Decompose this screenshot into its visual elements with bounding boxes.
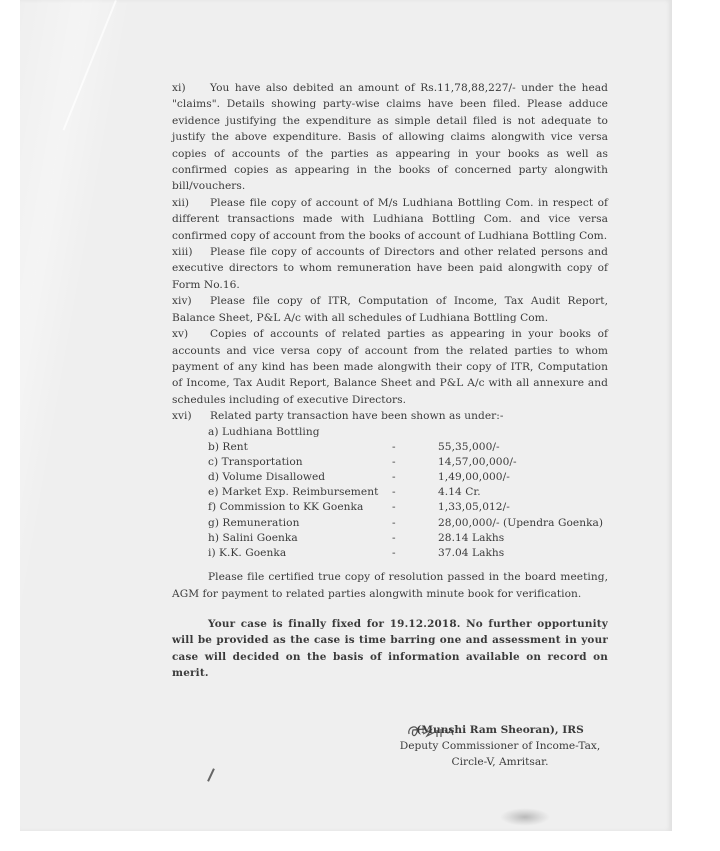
list-item: h) Salini Goenka - 28.14 Lakhs (208, 531, 505, 544)
paragraph-xvi: xvi) Related party transaction have been shown as under:- (172, 410, 504, 423)
ink-smudge (500, 808, 550, 826)
paper-fold-line (63, 0, 117, 131)
signature-block (380, 722, 620, 770)
list-item: a) Ludhiana Bottling (208, 425, 320, 438)
list-item: b) Rent - 55,35,000/- (208, 440, 500, 453)
signatory-designation: Deputy Commissioner of Income-Tax, (399, 740, 601, 752)
document-body (172, 80, 608, 682)
list-item: i) K.K. Goenka - 37.04 Lakhs (208, 547, 505, 560)
list-item: c) Transportation - 14,57,00,000/- (208, 455, 517, 468)
paragraph-xv: xv) Copies of accounts of related parties as appearing in your books of accounts and vice versa copy of account from the related parties to whom payment of any kind has been made alongwith their copy of ITR, Computation of Income, Tax Audit Report, Balance Sheet and P&L A/c with all annexure and schedules including of executive Directors. (172, 328, 608, 406)
paragraph-xii: xii) Please file copy of account of M/s Ludhiana Bottling Com. in respect of different transactions made with Ludhiana Bottling Com. and vice versa confirmed copy of account from the books of account of Ludhiana Bottling Com. (172, 196, 608, 242)
list-item: d) Volume Disallowed - 1,49,00,000/- (208, 471, 510, 484)
paragraph-xiii: xiii) Please file copy of accounts of Directors and other related persons and executive directors to whom remuneration have been paid alongwith copy of Form No.16. (172, 246, 608, 291)
list-item: g) Remuneration - 28,00,000/- (Upendra Goenka) (208, 516, 604, 529)
signatory-office: Circle-V, Amritsar. (451, 756, 549, 768)
paragraph-xiv: xiv) Please file copy of ITR, Computation of Income, Tax Audit Report, Balance Sheet, P&L A/c with all schedules of Ludhiana Bottling Com. (172, 295, 608, 324)
paragraph-xi: xi) You have also debited an amount of Rs.11,78,88,227/- under the head "claims". Details showing party-wise claims have been filed. Please adduce evidence justifying the expenditure as simple detail filed is not adequate to justify the above expenditure. Basis of allowing claims alongwith vice versa copies of accounts of the parties as appearing in your books as well as confirmed copies as appearing in the books of concerned party alongwith bill/vouchers. (172, 82, 608, 193)
list-item: e) Market Exp. Reimbursement - 4.14 Cr. (208, 486, 481, 499)
signatory-name: (Munshi Ram Sheoran), IRS (416, 724, 584, 736)
closing-paragraph: Please file certified true copy of resolution passed in the board meeting, AGM for payment to related parties alongwith minute book for verification. (172, 571, 608, 600)
final-notice-paragraph: Your case is finally fixed for 19.12.2018. No further opportunity will be provided as the case is time barring one and assessment in your case will decided on the basis of information available on record on merit. (172, 618, 608, 680)
list-item: f) Commission to KK Goenka - 1,33,05,012/- (208, 501, 510, 514)
related-party-transactions-list (172, 425, 608, 562)
